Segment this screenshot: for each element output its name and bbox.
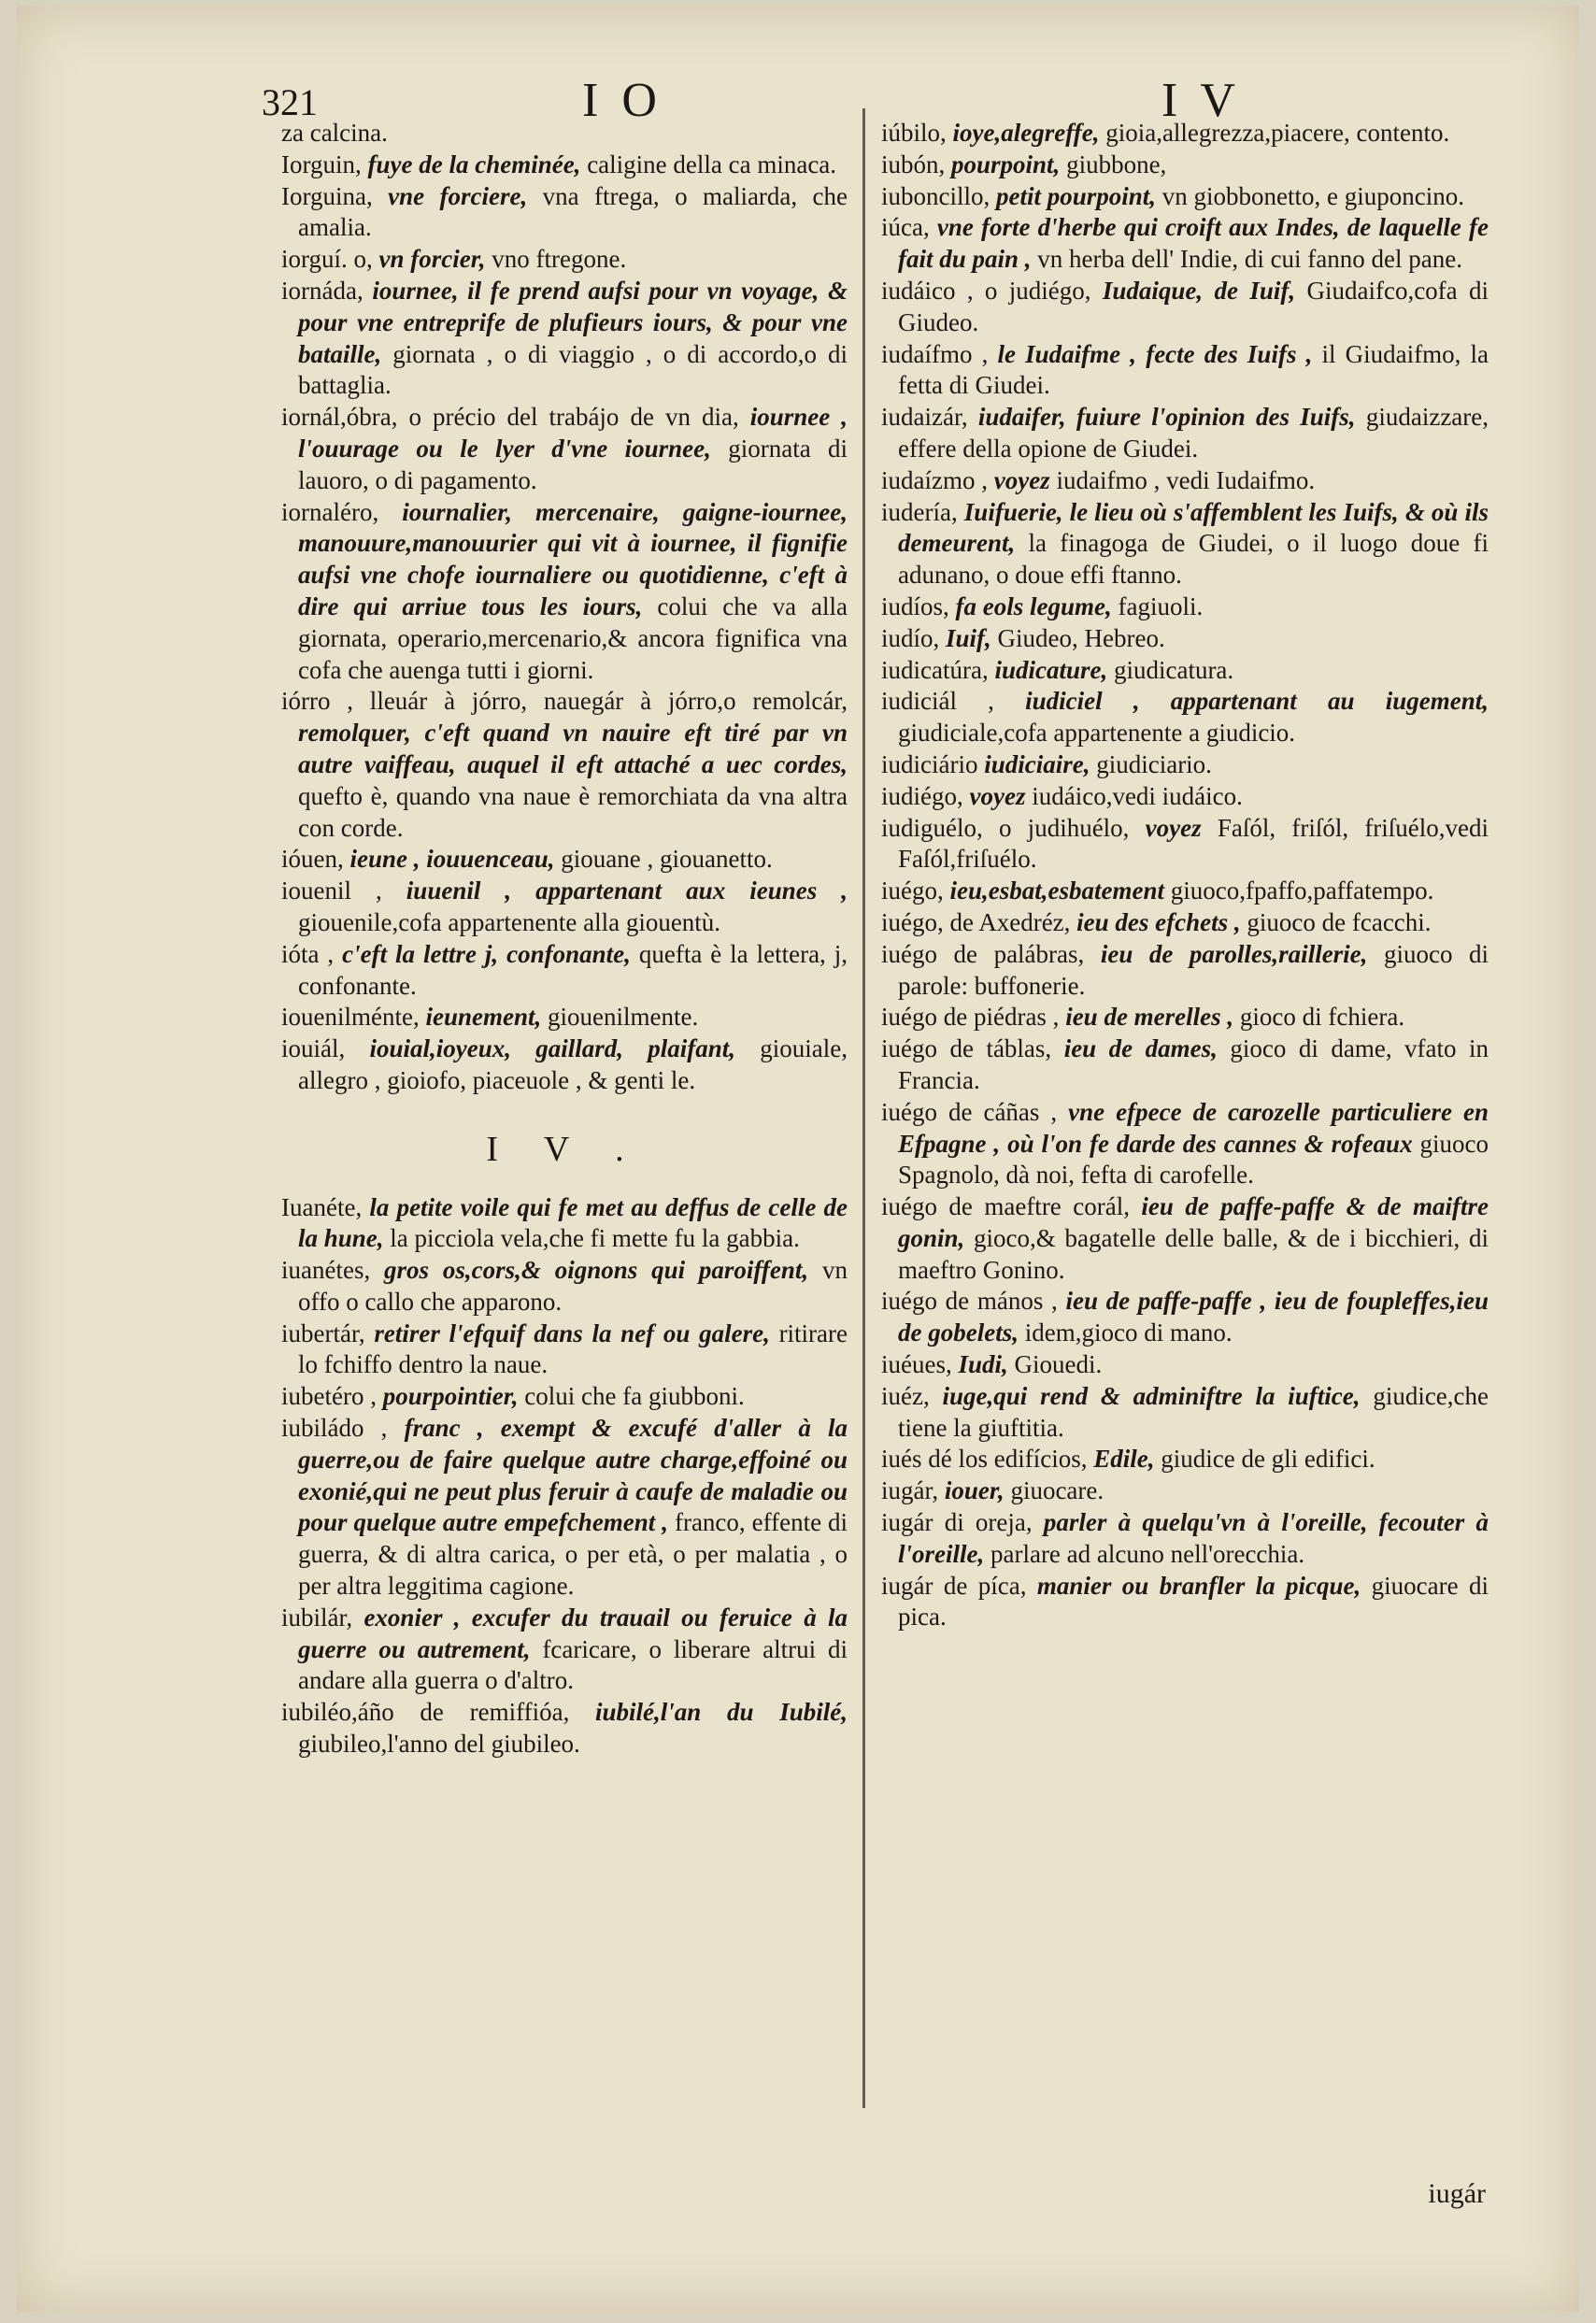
entry-headword: iudíos, xyxy=(881,591,949,620)
dictionary-entry xyxy=(881,1286,1489,1349)
entry-headword: iuégo de mános , xyxy=(881,1287,1058,1316)
right-running-head: I V xyxy=(1161,74,1241,127)
entry-headword: iudicatúra, xyxy=(881,655,989,684)
entry-french: Edile, xyxy=(1093,1445,1155,1474)
entry-headword: Iuanéte, xyxy=(281,1192,363,1221)
entry-italian: gioia,allegrezza,piacere, contento. xyxy=(1105,119,1450,147)
entry-headword: iugár de píca, xyxy=(881,1571,1027,1600)
dictionary-entry xyxy=(881,1571,1489,1634)
entry-french: Iuif, xyxy=(946,623,991,652)
entry-italian: giuoco di parole: buffonerie. xyxy=(898,939,1489,1000)
entry-headword: iornáda, xyxy=(281,276,363,305)
entry-headword: ióuen, xyxy=(281,845,344,874)
dictionary-entry xyxy=(881,118,1489,150)
entry-french: ieu,esbat,esbatement xyxy=(949,876,1164,905)
entry-italian: vna ftrega, o maliarda, che amalia. xyxy=(298,181,848,242)
dictionary-entry xyxy=(881,1444,1489,1475)
left-column xyxy=(281,118,848,1760)
entry-italian: giouane , giouanetto. xyxy=(561,845,773,874)
dictionary-entry xyxy=(281,150,848,181)
dictionary-entry xyxy=(881,181,1489,213)
entry-headword: iouiál, xyxy=(281,1034,346,1063)
entry-french: gros os,cors,& oignons qui paroiffent, xyxy=(384,1256,809,1285)
dictionary-entry xyxy=(881,497,1489,591)
entry-headword: iudaífmo , xyxy=(881,339,989,368)
dictionary-entry xyxy=(281,1255,848,1318)
dictionary-entry xyxy=(881,781,1489,813)
entry-french: fuye de la cheminée, xyxy=(367,150,581,178)
entry-headword: iubetéro , xyxy=(281,1382,377,1411)
entry-french: voyez xyxy=(993,465,1050,494)
dictionary-entry xyxy=(281,1318,848,1382)
dictionary-entry xyxy=(881,907,1489,939)
dictionary-entry xyxy=(881,1002,1489,1033)
entry-french: iouer, xyxy=(944,1476,1005,1505)
dictionary-entry xyxy=(881,591,1489,623)
entry-italian: giubbone, xyxy=(1066,150,1167,178)
entry-french: vn forcier, xyxy=(378,245,486,274)
entry-headword: iuégo de palábras, xyxy=(881,939,1085,968)
entry-french: iudiciaire, xyxy=(984,749,1090,778)
entry-headword: iuboncillo, xyxy=(881,181,990,210)
dictionary-entry xyxy=(881,1381,1489,1445)
entry-french: vne efpece de carozelle particuliere en Efpagne , où l'on fe darde des cannes & rofeaux xyxy=(898,1097,1489,1158)
entry-french: Iudi, xyxy=(958,1350,1008,1379)
entry-french: ieu de paffe-paffe & de maiftre gonin, xyxy=(898,1192,1489,1252)
entry-italian: il Giudaifmo, la fetta di Giudei. xyxy=(898,339,1489,400)
entry-italian: fcaricare, o liberare altrui di andare alla guerra o d'altro. xyxy=(298,1634,848,1695)
dictionary-entry xyxy=(881,876,1489,907)
entry-headword: iórro , lleuár à jórro, nauegár à jórro,o remolcár, xyxy=(281,687,848,716)
entry-french: iournee , l'ouurage ou le lyer d'vne iournee, xyxy=(298,403,848,463)
entry-headword: iúca, xyxy=(881,213,930,242)
entry-headword: iornál,óbra, o précio del trabájo de vn dia, xyxy=(281,403,739,432)
dictionary-page xyxy=(17,6,1579,2312)
dictionary-entry xyxy=(881,1191,1489,1286)
entry-french: pourpointier, xyxy=(382,1382,519,1411)
entry-french: ieu des efchets , xyxy=(1076,907,1241,936)
dictionary-entry xyxy=(281,1603,848,1697)
entry-italian: ritirare lo fchiffo dentro la naue. xyxy=(298,1318,848,1379)
entry-italian: parlare ad alcuno nell'orecchia. xyxy=(990,1539,1305,1568)
dictionary-entry xyxy=(881,276,1489,339)
entry-french: Iuifuerie, le lieu où s'affemblent les Iuifs, & où ils demeurent, xyxy=(898,497,1489,558)
entry-french: fa eols legume, xyxy=(955,591,1112,620)
entry-french: iournalier, mercenaire, gaigne-iournee, manouure,manouurier qui vit à iournee, il fignifie aufsi vne chofe iournaliere ou quotidienne, c'eft à dire qui arriue tous les iours, xyxy=(298,497,848,620)
entry-french: voyez xyxy=(1145,813,1202,842)
dictionary-entry xyxy=(881,465,1489,497)
entry-french: parler à quelqu'vn à l'oreille, fecouter à l'oreille, xyxy=(898,1508,1489,1568)
entry-headword: iouenilménte, xyxy=(281,1003,420,1032)
entry-french: Iudaique, de Iuif, xyxy=(1102,276,1296,305)
entry-italian: giornata di lauoro, o di pagamento. xyxy=(298,434,848,494)
entry-headword: iuégo de cáñas , xyxy=(881,1097,1058,1126)
entry-italian: fagiuoli. xyxy=(1118,591,1204,620)
entry-headword: iornaléro, xyxy=(281,497,379,526)
entry-italian: la picciola vela,che fi mette fu la gabbia. xyxy=(390,1224,800,1253)
entry-italian: vn herba dell' Indie, di cui fanno del pane. xyxy=(1037,245,1462,274)
entry-italian: Giudeo, Hebreo. xyxy=(997,623,1165,652)
entry-italian: idem,gioco di mano. xyxy=(1024,1318,1233,1347)
entry-italian: colui che fa giubboni. xyxy=(524,1382,745,1411)
dictionary-entry xyxy=(881,1349,1489,1381)
entry-italian: gioco di dame, vfato in Francia. xyxy=(898,1034,1489,1094)
entry-headword: iudiguélo, o judihuélo, xyxy=(881,813,1130,842)
entry-headword: iubilár, xyxy=(281,1603,353,1632)
dictionary-entry xyxy=(281,1033,848,1097)
dictionary-entry xyxy=(281,1381,848,1413)
entry-italian: giuoco de fcacchi. xyxy=(1247,907,1432,936)
entry-italian: Giouedi. xyxy=(1014,1350,1103,1379)
section-heading: I V . xyxy=(486,1129,643,1169)
dictionary-entry xyxy=(881,402,1489,465)
entry-french: petit pourpoint, xyxy=(996,181,1157,210)
entry-headword: Iorguina, xyxy=(281,181,373,210)
entry-italian: giuocare di pica. xyxy=(898,1571,1489,1632)
entry-french: iubilé,l'an du Iubilé, xyxy=(595,1698,848,1727)
entry-headword: iuégo, de Axedréz, xyxy=(881,907,1071,936)
entry-french: pourpoint, xyxy=(951,150,1061,178)
dictionary-entry xyxy=(281,276,848,402)
entry-italian: giudiciario. xyxy=(1096,749,1212,778)
entry-french: ieu de parolles,raillerie, xyxy=(1100,939,1368,968)
entry-italian: quefto è, quando vna naue è remorchiata da vna altra con corde. xyxy=(298,781,848,842)
entry-italian: caligine della ca minaca. xyxy=(587,150,837,178)
entry-french: iuuenil , appartenant aux ieunes , xyxy=(406,876,848,905)
entry-italian: gioco,& bagatelle delle balle, & de i bicchieri, di maeftro Gonino. xyxy=(898,1223,1489,1284)
dictionary-entry xyxy=(881,212,1489,276)
entry-french: ieu de merelles , xyxy=(1065,1003,1234,1032)
entry-headword: iudaízmo , xyxy=(881,465,988,494)
entry-italian: vn giobbonetto, e giuponcino. xyxy=(1161,181,1464,210)
entry-headword: iorguí. o, xyxy=(281,245,373,274)
dictionary-entry xyxy=(881,623,1489,655)
dictionary-entry xyxy=(281,1192,848,1256)
entry-french: iudicature, xyxy=(994,655,1108,684)
entry-headword: iuégo de piédras , xyxy=(881,1003,1060,1032)
entry-headword: iudío, xyxy=(881,623,940,652)
entry-french: le Iudaifme , fecte des Iuifs , xyxy=(997,339,1313,368)
entry-headword: iudería, xyxy=(881,497,958,526)
entry-text: za calcina. xyxy=(281,119,388,147)
entry-italian: franco, effente di guerra, & di altra carica, o per età, o per malatia , o per altra leggitima cagione. xyxy=(298,1508,848,1601)
entry-headword: iudaizár, xyxy=(881,403,968,432)
entry-headword: iubón, xyxy=(881,150,946,178)
entry-italian: iudáico,vedi iudáico. xyxy=(1032,781,1243,810)
entry-italian: giudice,che tiene la giuftitia. xyxy=(898,1381,1489,1442)
entry-headword: iudáico , o judiégo, xyxy=(881,276,1091,305)
dictionary-entry xyxy=(281,497,848,687)
entry-italian: giubileo,l'anno del giubileo. xyxy=(298,1730,580,1759)
entry-italian: Faſól, friſól, friſuélo,vedi Faſól,friſuélo. xyxy=(898,813,1489,874)
dictionary-entry xyxy=(881,1033,1489,1097)
dictionary-entry xyxy=(281,876,848,939)
entry-headword: iubertár, xyxy=(281,1318,365,1347)
dictionary-entry xyxy=(281,402,848,496)
entry-french: ieu de dames, xyxy=(1063,1034,1218,1063)
entry-italian: colui che va alla giornata, operario,mercenario,& ancora fignifica vna cofa che auenga tutti i giorni. xyxy=(298,591,848,684)
entry-headword: iuéz, xyxy=(881,1381,930,1410)
entry-french: retirer l'efquif dans la nef ou galere, xyxy=(374,1318,770,1347)
entry-headword: iudiégo, xyxy=(881,781,963,810)
entry-headword: iuégo de maeftre corál, xyxy=(881,1192,1130,1221)
entry-headword: iúbilo, xyxy=(881,119,947,147)
entry-italian: giudaizzare, effere della opione de Giudei. xyxy=(898,403,1489,463)
dictionary-entry xyxy=(281,1413,848,1603)
dictionary-entry xyxy=(881,1097,1489,1191)
entry-french: ieune , iouuenceau, xyxy=(349,845,555,874)
entry-headword: iuanétes, xyxy=(281,1256,371,1285)
entry-italian: Giudaifco,cofa di Giudeo. xyxy=(898,276,1489,336)
entry-french: franc , exempt & excufé d'aller à la guerre,ou de faire quelque autre charge,effoiné ou exonié,qui ne peut plus feruir à caufe de maladie ou pour quelque autre empefchement , xyxy=(298,1414,848,1537)
dictionary-entry xyxy=(881,1507,1489,1571)
entry-french: ieu de paffe-paffe , ieu de foupleffes,ieu de gobelets, xyxy=(898,1287,1489,1347)
catchword: iugár xyxy=(1428,2178,1486,2209)
entry-italian: giuocare. xyxy=(1010,1476,1104,1505)
entry-headword: iuégo, xyxy=(881,876,944,905)
dictionary-entry xyxy=(881,749,1489,781)
entry-headword: iués dé los edifícios, xyxy=(881,1445,1088,1474)
column-divider xyxy=(862,108,865,2108)
entry-french: ieunement, xyxy=(425,1003,542,1032)
entry-french: voyez xyxy=(969,781,1026,810)
dictionary-entry xyxy=(881,150,1489,181)
entry-french: iuge,qui rend & adminiftre la iuftice, xyxy=(942,1381,1361,1410)
dictionary-entry xyxy=(281,244,848,276)
entry-italian: giouenile,cofa appartenente alla giouentù. xyxy=(298,907,721,936)
entry-french: iudaifer, fuiure l'opinion des Iuifs, xyxy=(977,403,1356,432)
entry-french: iouial,ioyeux, gaillard, plaifant, xyxy=(369,1034,736,1063)
dictionary-entry xyxy=(881,339,1489,403)
dictionary-entry xyxy=(281,1697,848,1760)
entry-italian: giuoco Spagnolo, dà noi, fefta di carofelle. xyxy=(898,1129,1489,1190)
left-running-head: I O xyxy=(582,74,663,127)
entry-italian: vn offo o callo che apparono. xyxy=(298,1256,848,1316)
entry-french: c'eft la lettre j, confonante, xyxy=(342,939,631,968)
entry-french: vne forciere, xyxy=(388,181,528,210)
entry-french: exonier , excufer du trauail ou feruice à la guerre ou autrement, xyxy=(298,1603,848,1663)
dictionary-entry xyxy=(881,686,1489,749)
dictionary-entry xyxy=(881,655,1489,687)
dictionary-entry xyxy=(281,1002,848,1033)
dictionary-entry xyxy=(281,118,848,150)
entry-headword: iouenil , xyxy=(281,876,382,905)
entry-italian: giudicatura. xyxy=(1113,655,1234,684)
entry-headword: iuégo de táblas, xyxy=(881,1034,1052,1063)
dictionary-entry xyxy=(881,939,1489,1003)
entry-italian: la finagoga de Giudei, o il luogo doue fi adunano, o doue effi ftanno. xyxy=(898,529,1489,590)
entry-french: iournee, il fe prend aufsi pour vn voyage, & pour vne entreprife de plufieurs iours, & pour vne bataille, xyxy=(298,276,848,368)
entry-headword: iugár di oreja, xyxy=(881,1508,1033,1537)
entry-headword: Iorguin, xyxy=(281,150,362,178)
entry-french: remolquer, c'eft quand vn nauire eft tiré par vn autre vaiffeau, auquel il eft attaché a uec cordes, xyxy=(298,719,848,778)
entry-french: vne forte d'herbe qui croift aux Indes, de laquelle fe fait du pain , xyxy=(898,213,1489,274)
entry-italian: iudaifmo , vedi Iudaifmo. xyxy=(1056,465,1316,494)
dictionary-entry xyxy=(281,939,848,1003)
dictionary-entry xyxy=(281,181,848,245)
entry-italian: vno ftregone. xyxy=(492,245,627,274)
dictionary-entry xyxy=(881,813,1489,876)
dictionary-entry xyxy=(281,844,848,876)
right-column xyxy=(881,118,1489,1633)
entry-italian: giouenilmente. xyxy=(547,1003,699,1032)
entry-italian: giouiale, allegro , gioiofo, piaceuole , & genti le. xyxy=(298,1034,848,1094)
entry-italian: giornata , o di viaggio , o di accordo,o di battaglia. xyxy=(298,339,848,400)
entry-headword: iubiládo , xyxy=(281,1414,388,1443)
entry-italian: quefta è la lettera, j, confonante. xyxy=(298,939,848,1000)
entry-italian: giudice de gli edifici. xyxy=(1161,1445,1375,1474)
entry-headword: ióta , xyxy=(281,939,335,968)
entry-italian: giuoco,fpaffo,paffatempo. xyxy=(1170,876,1434,905)
entry-headword: iubiléo,áño de remiffióa, xyxy=(281,1698,570,1727)
page-number: 321 xyxy=(262,81,318,123)
entry-italian: gioco di fchiera. xyxy=(1239,1003,1405,1032)
entry-french: iudiciel , appartenant au iugement, xyxy=(1025,687,1489,716)
entry-french: ioye,alegreffe, xyxy=(952,119,1100,147)
entry-headword: iudiciál , xyxy=(881,687,994,716)
entry-headword: iudiciário xyxy=(881,749,978,778)
dictionary-entry xyxy=(881,1475,1489,1507)
entry-french: manier ou branfler la picque, xyxy=(1036,1571,1361,1600)
entry-headword: iugár, xyxy=(881,1476,939,1505)
entry-headword: iuéues, xyxy=(881,1350,952,1379)
entry-french: la petite voile qui fe met au deffus de celle de la hune, xyxy=(298,1192,848,1253)
entry-italian: giudiciale,cofa appartenente a giudicio. xyxy=(898,719,1296,748)
dictionary-entry xyxy=(281,686,848,844)
